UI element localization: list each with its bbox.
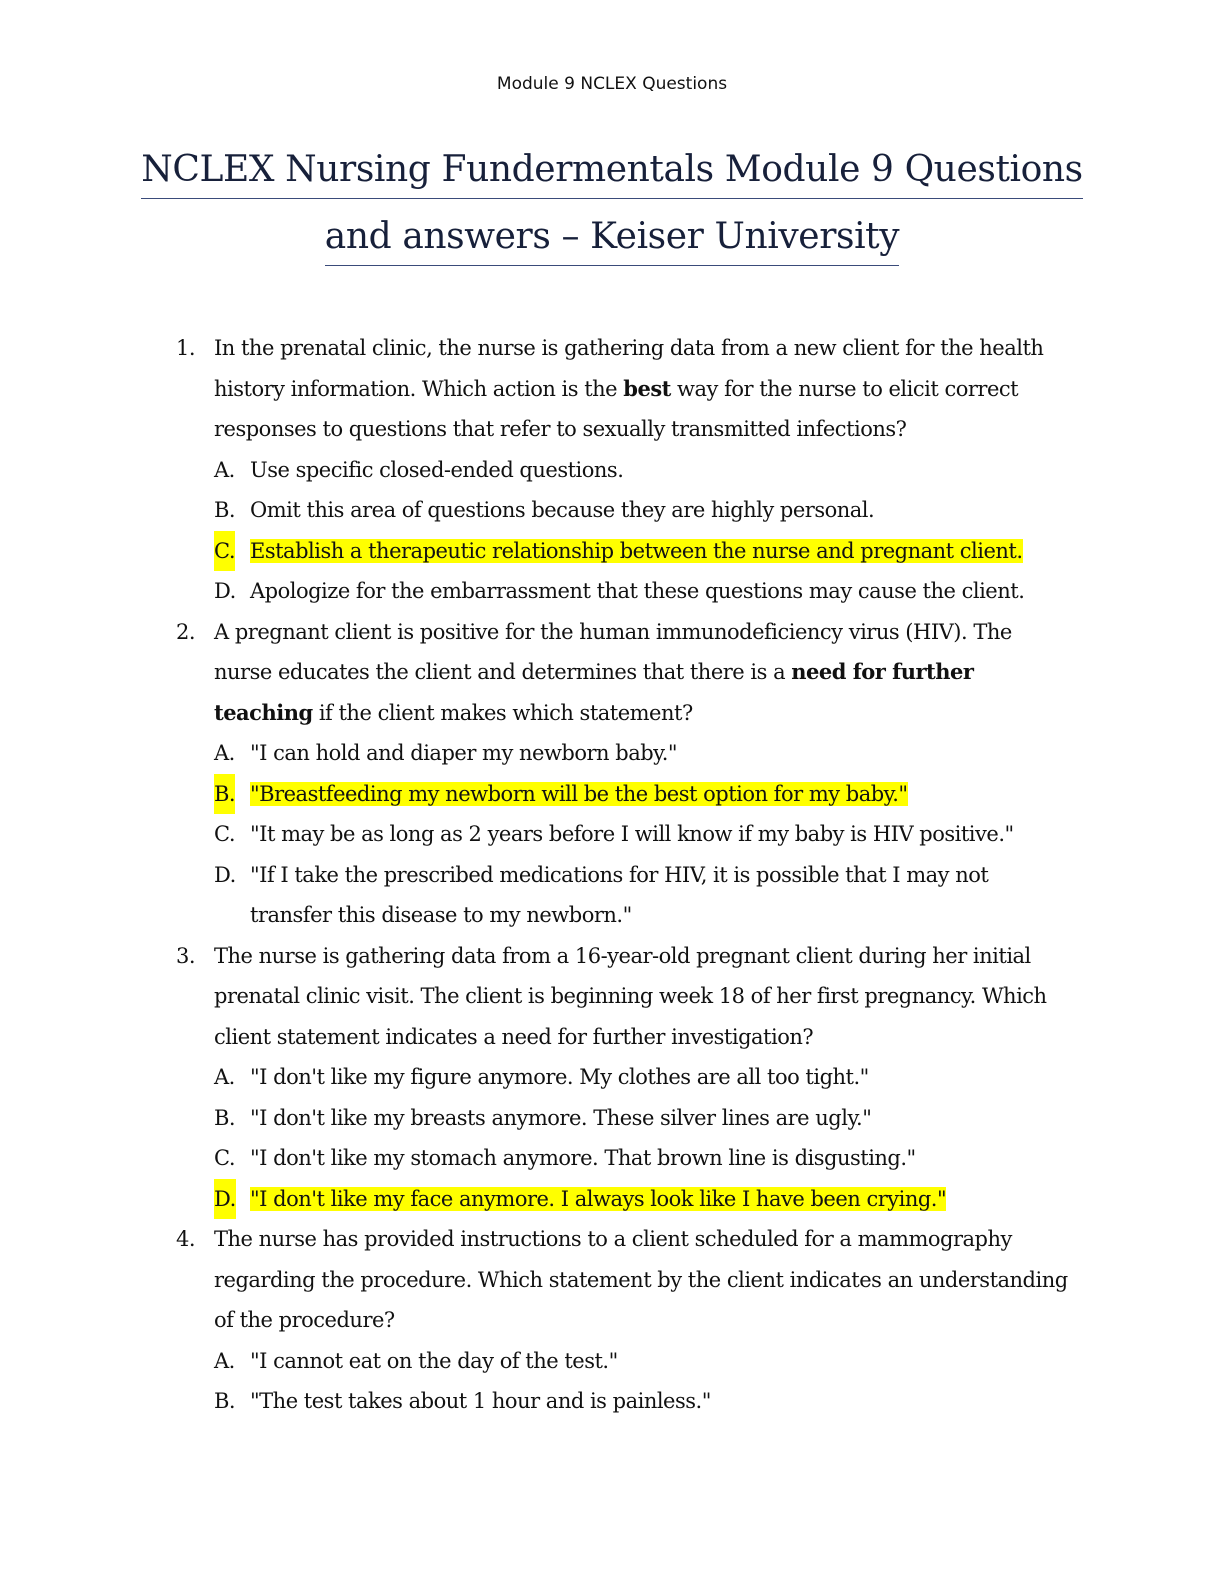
answer-option-a [214,1341,1074,1382]
question-stem: The nurse is gathering data from a 16-year-old pregnant client during her initial prenatal clinic visit. The client is beginning week 18 of her first pregnancy. Which client statement indicates a need for further investigation? [214,943,1047,1049]
answer-option-a [214,733,1074,774]
question-number: 1. [176,336,196,360]
option-letter: B. [214,774,235,815]
answer-option-d [214,571,1074,612]
emphasis-text: best [623,375,671,401]
option-letter: A. [214,1065,235,1089]
answer-option-a [214,450,1074,491]
answer-option-a [214,1057,1074,1098]
option-text: "If I take the prescribed medications for HIV, it is possible that I may not transfer this disease to my newborn." [250,862,989,927]
answer-option-b [214,490,1074,531]
option-letter: C. [214,1146,235,1170]
answer-option-b [214,1098,1074,1139]
option-letter: B. [214,1105,236,1130]
option-text: "I don't like my stomach anymore. That brown line is disgusting." [250,1146,916,1170]
question-stem: A pregnant client is positive for the human immunodeficiency virus (HIV). The nurse educates the client and determines that there is a need for further teaching if the client makes which statement? [214,619,1012,725]
option-letter: D. [214,862,236,887]
option-text: Establish a therapeutic relationship between the nurse and pregnant client. [250,538,1023,563]
option-text: "I don't like my breasts anymore. These silver lines are ugly." [250,1105,872,1130]
answer-option-d [214,855,1074,936]
answer-option-d-highlighted [214,1179,1074,1220]
title-line-2: and answers – Keiser University [325,209,899,266]
answer-option-b [214,1381,1074,1422]
answer-option-c [214,814,1074,855]
answer-option-c-highlighted [214,531,1074,572]
option-letter: A. [214,1348,235,1373]
option-text: "I can hold and diaper my newborn baby." [250,741,678,765]
option-text: "It may be as long as 2 years before I will know if my baby is HIV positive." [250,822,1014,846]
question-number: 2. [176,619,196,644]
option-text: "The test takes about 1 hour and is painless." [250,1389,711,1413]
option-letter: A. [214,457,235,482]
option-letter: B. [214,1389,236,1413]
option-text: Omit this area of questions because they are highly personal. [250,498,875,522]
title-line-1: NCLEX Nursing Fundermentals Module 9 Questions [141,142,1083,199]
option-letter: C. [214,822,235,846]
question-2 [0,612,1074,936]
option-letter: D. [214,1179,236,1220]
option-letter: D. [214,579,236,603]
answer-option-c [214,1138,1074,1179]
question-stem: In the prenatal clinic, the nurse is gathering data from a new client for the health history information. Which action is the best way for the nurse to elicit correct responses to questions that refer to sexually transmitted infections? [214,336,1044,441]
option-text: "I don't like my face anymore. I always look like I have been crying." [250,1186,947,1211]
question-list [0,328,1224,1422]
question-4 [0,1219,1074,1422]
option-letter: C. [214,531,235,572]
question-stem: The nurse has provided instructions to a client scheduled for a mammography regarding the procedure. Which statement by the client indicates an understanding of the procedure? [214,1227,1068,1332]
option-text: "Breastfeeding my newborn will be the best option for my baby." [250,781,908,806]
option-text: Apologize for the embarrassment that these questions may cause the client. [250,579,1025,603]
option-text: "I cannot eat on the day of the test." [250,1348,618,1373]
document-title [120,136,1104,270]
option-text: Use specific closed-ended questions. [250,457,624,482]
question-number: 4. [176,1227,196,1251]
option-letter: B. [214,498,236,522]
answer-option-b-highlighted [214,774,1074,815]
question-number: 3. [176,943,196,968]
option-text: "I don't like my figure anymore. My clothes are all too tight." [250,1065,869,1089]
emphasis-text: need for further teaching [214,659,974,725]
question-1 [0,328,1074,612]
page-header: Module 9 NCLEX Questions [496,74,728,94]
option-letter: A. [214,741,235,765]
question-3 [0,936,1074,1220]
